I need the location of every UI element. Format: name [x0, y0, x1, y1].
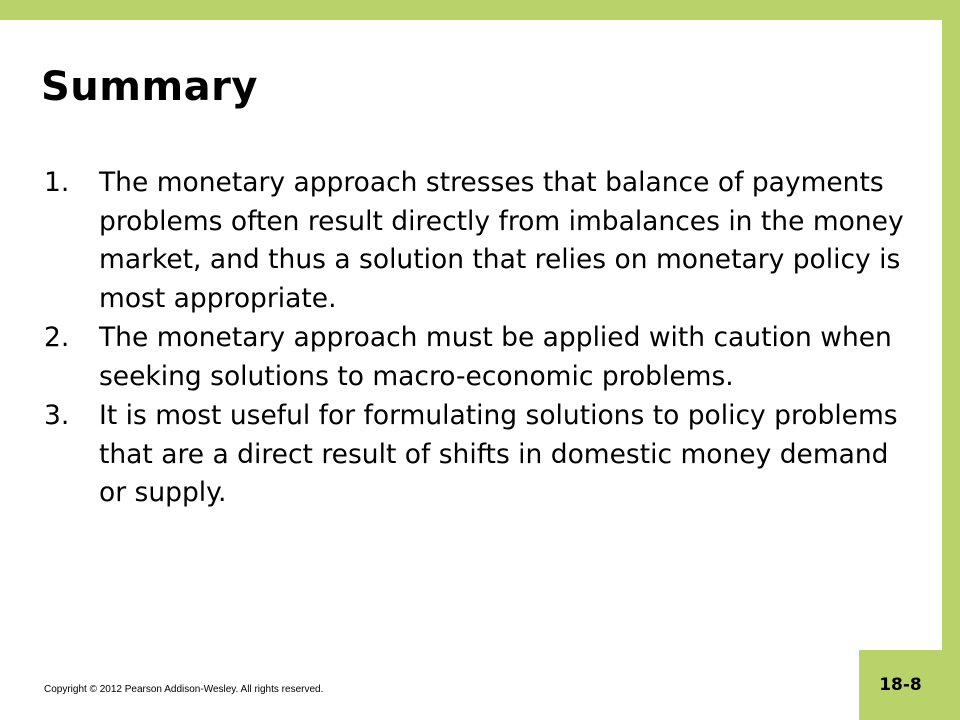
list-item-text: It is most useful for formulating solutions to policy problems that are a direct result of shifts in domestic money demand or supply. [99, 400, 898, 508]
summary-list [44, 164, 904, 514]
list-item [44, 319, 904, 396]
page-number-badge [859, 650, 942, 720]
copyright-notice: Copyright © 2012 Pearson Addison-Wesley. All rights reserved. [44, 684, 324, 695]
list-item-number: 3. [44, 400, 70, 431]
slide-title: Summary [41, 64, 258, 110]
list-item [44, 164, 904, 318]
list-item-text: The monetary approach stresses that balance of payments problems often result directly from imbalances in the money market, and thus a solution that relies on monetary policy is most appropriate. [99, 167, 904, 314]
list-item [44, 397, 904, 513]
page-number: 18-8 [879, 675, 922, 695]
list-item-number: 2. [44, 322, 70, 353]
list-item-number: 1. [44, 167, 70, 198]
list-item-text: The monetary approach must be applied with caution when seeking solutions to macro-economic problems. [99, 322, 892, 392]
